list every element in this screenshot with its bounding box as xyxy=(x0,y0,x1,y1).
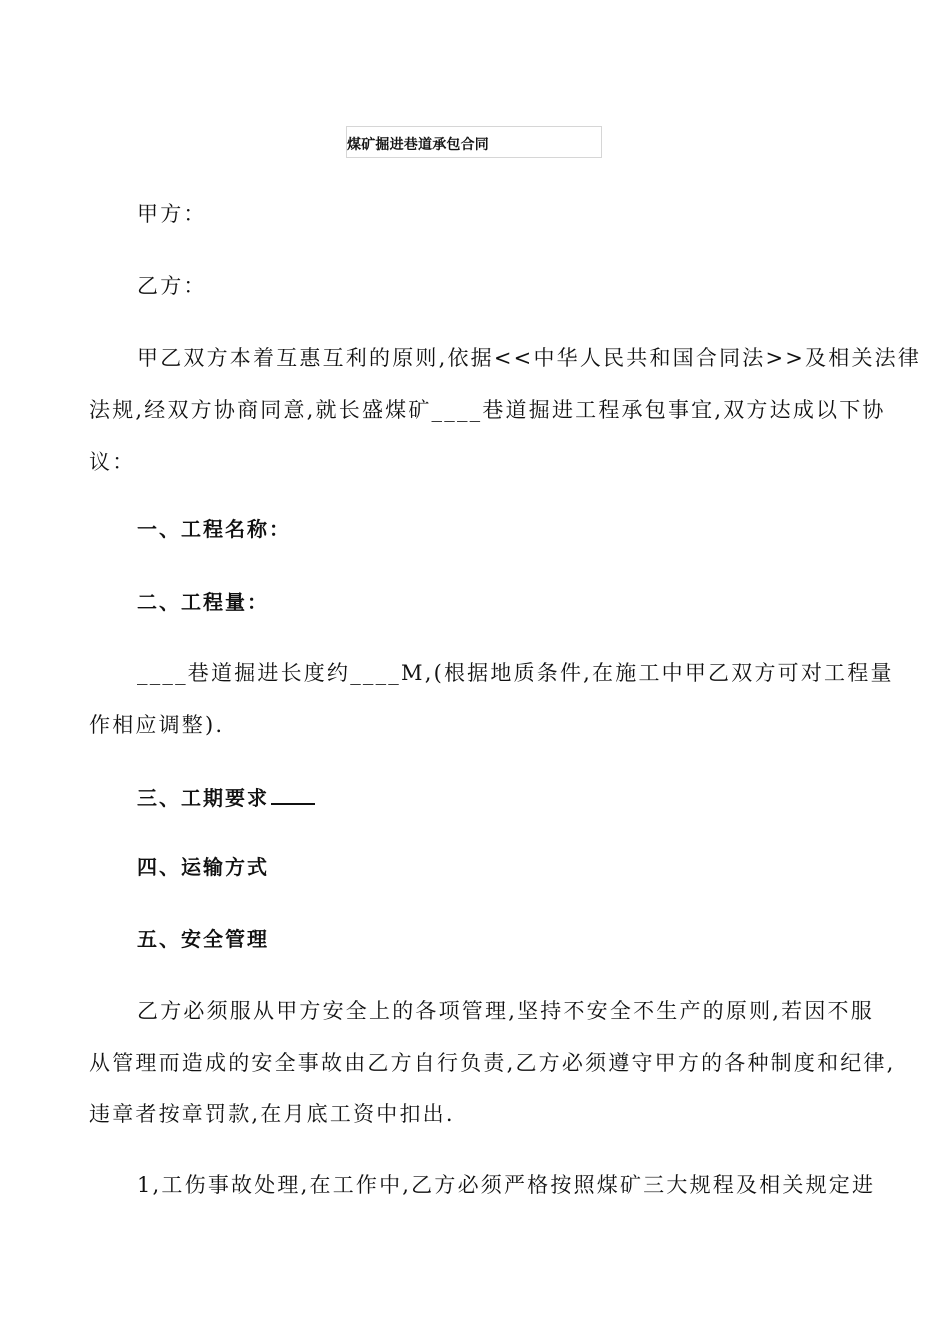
safety-line: 违章者按章罚款,在月底工资中扣出. xyxy=(89,1102,455,1126)
quantity-line: ____巷道掘进长度约____M,(根据地质条件,在施工中甲乙双方可对工程量 xyxy=(137,661,894,685)
section-heading-1: 一、工程名称： xyxy=(137,517,291,541)
section-heading-4: 四、运输方式 xyxy=(137,855,269,879)
item-1-line: 1,工伤事故处理,在工作中,乙方必须严格按照煤矿三大规程及相关规定进 xyxy=(137,1173,876,1197)
section-heading-2: 二、工程量： xyxy=(137,590,269,614)
party-b-label: 乙方： xyxy=(137,274,207,298)
safety-line: 从管理而造成的安全事故由乙方自行负责,乙方必须遵守甲方的各种制度和纪律, xyxy=(89,1051,896,1075)
section-heading-5: 五、安全管理 xyxy=(137,927,269,951)
intro-line: 甲乙双方本着互惠互利的原则,依据<<中华人民共和国合同法>>及相关法律 xyxy=(137,346,922,370)
intro-line: 法规,经双方协商同意,就长盛煤矿____巷道掘进工程承包事宜,双方达成以下协 xyxy=(89,398,886,422)
document-title: 煤矿掘进巷道承包合同 xyxy=(347,137,489,153)
section-heading-3 xyxy=(137,783,315,811)
intro-line: 议： xyxy=(89,450,136,474)
title-box xyxy=(346,126,602,158)
quantity-line: 作相应调整). xyxy=(89,713,225,737)
party-a-label: 甲方： xyxy=(137,202,207,226)
safety-line: 乙方必须服从甲方安全上的各项管理,坚持不安全不生产的原则,若因不服 xyxy=(137,999,874,1023)
section-heading-3-text: 三、工期要求 xyxy=(137,786,269,810)
blank-underline xyxy=(271,783,315,805)
